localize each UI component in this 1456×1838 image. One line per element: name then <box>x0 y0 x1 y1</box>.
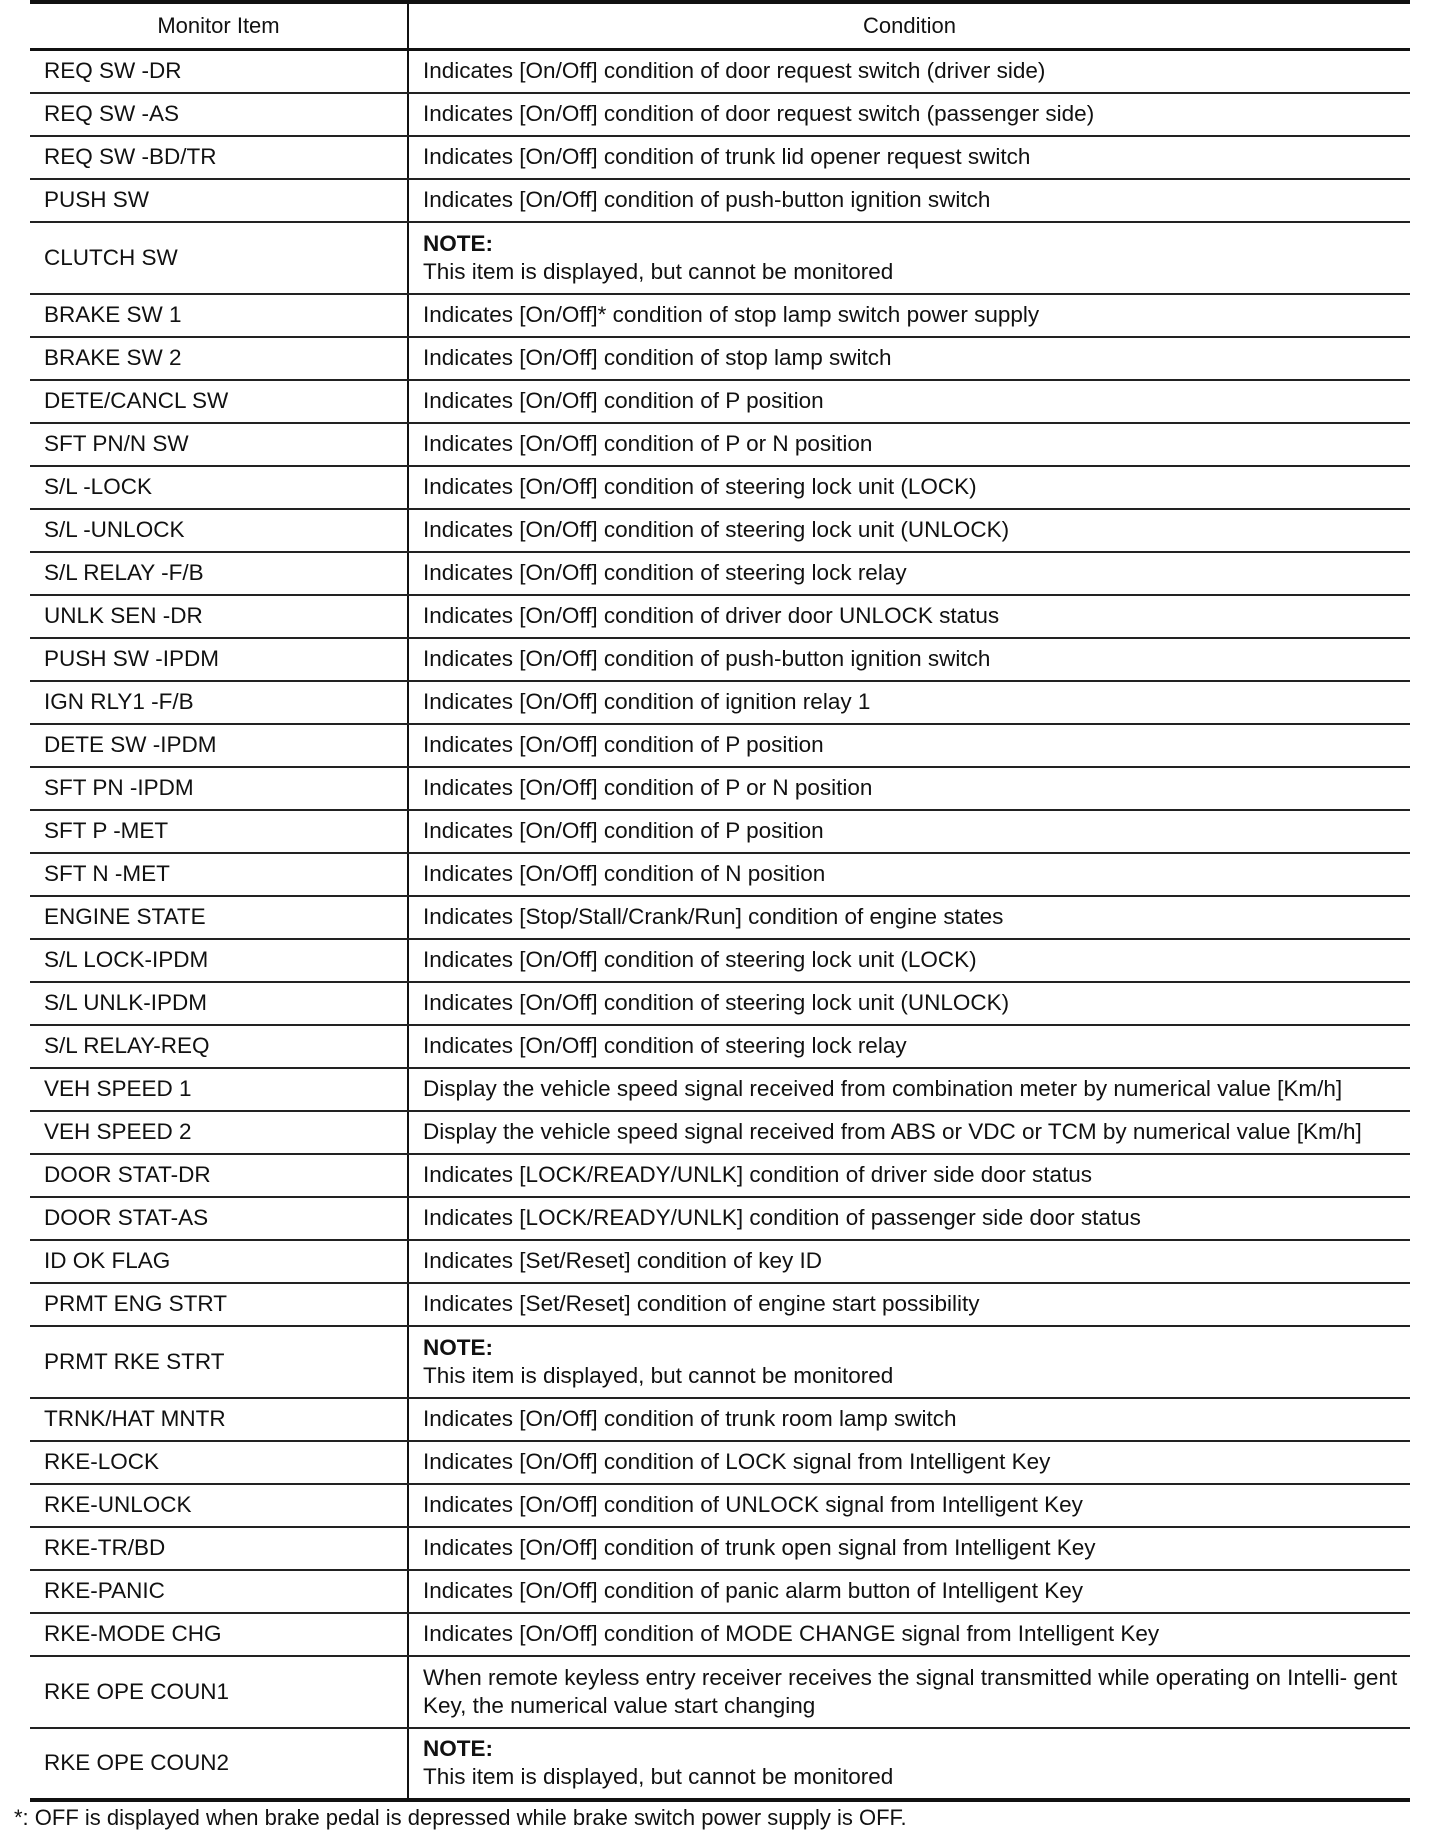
table-row <box>30 1441 1410 1484</box>
table-row <box>30 1484 1410 1527</box>
condition-cell: Display the vehicle speed signal received from combination meter by numerical value [Km/h] <box>408 1068 1410 1111</box>
monitor-item-cell: DOOR STAT-DR <box>30 1154 408 1197</box>
footnote: *: OFF is displayed when brake pedal is depressed while brake switch power supply is OFF. <box>14 1805 907 1830</box>
table-row <box>30 1111 1410 1154</box>
condition-cell: Indicates [On/Off] condition of steering lock unit (UNLOCK) <box>408 509 1410 552</box>
monitor-item-cell: CLUTCH SW <box>30 222 408 294</box>
monitor-item-cell: S/L -LOCK <box>30 466 408 509</box>
table-row <box>30 1728 1410 1800</box>
table-row <box>30 552 1410 595</box>
monitor-item-cell: DOOR STAT-AS <box>30 1197 408 1240</box>
condition-cell: Indicates [Stop/Stall/Crank/Run] condition of engine states <box>408 896 1410 939</box>
condition-cell: Indicates [On/Off] condition of steering lock unit (LOCK) <box>408 466 1410 509</box>
table-row <box>30 1656 1410 1728</box>
table-row <box>30 1197 1410 1240</box>
condition-cell: Indicates [LOCK/READY/UNLK] condition of driver side door status <box>408 1154 1410 1197</box>
monitor-item-cell: VEH SPEED 1 <box>30 1068 408 1111</box>
condition-cell: Indicates [On/Off] condition of steering lock unit (UNLOCK) <box>408 982 1410 1025</box>
monitor-item-cell: REQ SW -BD/TR <box>30 136 408 179</box>
condition-cell <box>408 1326 1410 1398</box>
monitor-item-cell: UNLK SEN -DR <box>30 595 408 638</box>
table-row <box>30 724 1410 767</box>
condition-cell: Indicates [On/Off] condition of trunk open signal from Intelligent Key <box>408 1527 1410 1570</box>
table-row <box>30 1240 1410 1283</box>
monitor-item-cell: PRMT ENG STRT <box>30 1283 408 1326</box>
condition-cell: Indicates [On/Off] condition of stop lamp switch <box>408 337 1410 380</box>
condition-cell: Indicates [On/Off] condition of steering lock unit (LOCK) <box>408 939 1410 982</box>
monitor-item-cell: VEH SPEED 2 <box>30 1111 408 1154</box>
condition-cell <box>408 1728 1410 1800</box>
monitor-item-cell: SFT P -MET <box>30 810 408 853</box>
condition-cell: Indicates [Set/Reset] condition of key ID <box>408 1240 1410 1283</box>
monitor-item-cell: ID OK FLAG <box>30 1240 408 1283</box>
condition-cell: Indicates [On/Off] condition of steering lock relay <box>408 552 1410 595</box>
table-row <box>30 466 1410 509</box>
condition-cell: Indicates [On/Off] condition of ignition relay 1 <box>408 681 1410 724</box>
table-row <box>30 1613 1410 1656</box>
note-label: NOTE: <box>423 1736 493 1761</box>
monitor-item-cell: RKE OPE COUN1 <box>30 1656 408 1728</box>
condition-cell: When remote keyless entry receiver receives the signal transmitted while operating on Intelli- gent Key, the numerical value start changing <box>408 1656 1410 1728</box>
condition-cell: Indicates [Set/Reset] condition of engine start possibility <box>408 1283 1410 1326</box>
condition-text: This item is displayed, but cannot be monitored <box>423 258 894 284</box>
table-row <box>30 1068 1410 1111</box>
condition-cell: Indicates [On/Off] condition of P position <box>408 380 1410 423</box>
monitor-item-cell: DETE/CANCL SW <box>30 380 408 423</box>
condition-cell: Indicates [LOCK/READY/UNLK] condition of passenger side door status <box>408 1197 1410 1240</box>
monitor-item-cell: TRNK/HAT MNTR <box>30 1398 408 1441</box>
condition-cell: Indicates [On/Off] condition of LOCK signal from Intelligent Key <box>408 1441 1410 1484</box>
monitor-item-table <box>30 0 1410 1802</box>
condition-cell: Indicates [On/Off] condition of driver door UNLOCK status <box>408 595 1410 638</box>
monitor-item-cell: S/L RELAY -F/B <box>30 552 408 595</box>
monitor-item-cell: RKE-LOCK <box>30 1441 408 1484</box>
table-row <box>30 939 1410 982</box>
monitor-item-cell: ENGINE STATE <box>30 896 408 939</box>
monitor-item-cell: IGN RLY1 -F/B <box>30 681 408 724</box>
monitor-item-cell: REQ SW -DR <box>30 50 408 93</box>
monitor-item-cell: SFT PN/N SW <box>30 423 408 466</box>
monitor-item-cell: S/L RELAY-REQ <box>30 1025 408 1068</box>
table-row <box>30 93 1410 136</box>
table-row <box>30 1154 1410 1197</box>
table-row <box>30 1025 1410 1068</box>
condition-cell: Indicates [On/Off] condition of P or N position <box>408 767 1410 810</box>
table-row <box>30 380 1410 423</box>
monitor-item-table-container <box>30 0 1410 1802</box>
table-row <box>30 136 1410 179</box>
monitor-item-cell: PUSH SW -IPDM <box>30 638 408 681</box>
monitor-item-cell: RKE-TR/BD <box>30 1527 408 1570</box>
table-row <box>30 509 1410 552</box>
table-row <box>30 767 1410 810</box>
condition-cell: Indicates [On/Off]* condition of stop lamp switch power supply <box>408 294 1410 337</box>
condition-cell: Indicates [On/Off] condition of MODE CHANGE signal from Intelligent Key <box>408 1613 1410 1656</box>
monitor-item-cell: RKE OPE COUN2 <box>30 1728 408 1800</box>
condition-cell <box>408 222 1410 294</box>
monitor-item-cell: PRMT RKE STRT <box>30 1326 408 1398</box>
monitor-item-cell: RKE-MODE CHG <box>30 1613 408 1656</box>
monitor-item-cell: BRAKE SW 2 <box>30 337 408 380</box>
table-row <box>30 982 1410 1025</box>
condition-cell: Indicates [On/Off] condition of UNLOCK signal from Intelligent Key <box>408 1484 1410 1527</box>
condition-cell: Indicates [On/Off] condition of door request switch (driver side) <box>408 50 1410 93</box>
table-row <box>30 423 1410 466</box>
monitor-item-cell: S/L -UNLOCK <box>30 509 408 552</box>
table-row <box>30 810 1410 853</box>
monitor-item-cell: PUSH SW <box>30 179 408 222</box>
table-row <box>30 853 1410 896</box>
condition-cell: Indicates [On/Off] condition of P or N position <box>408 423 1410 466</box>
monitor-item-cell: SFT PN -IPDM <box>30 767 408 810</box>
note-label: NOTE: <box>423 1334 493 1360</box>
header-condition: Condition <box>408 2 1410 50</box>
table-row <box>30 50 1410 93</box>
table-row <box>30 1326 1410 1398</box>
table-row <box>30 896 1410 939</box>
monitor-item-cell: SFT N -MET <box>30 853 408 896</box>
condition-cell: Indicates [On/Off] condition of P position <box>408 810 1410 853</box>
table-row <box>30 681 1410 724</box>
condition-cell: Indicates [On/Off] condition of N position <box>408 853 1410 896</box>
condition-cell: Indicates [On/Off] condition of push-button ignition switch <box>408 638 1410 681</box>
condition-cell: Indicates [On/Off] condition of panic alarm button of Intelligent Key <box>408 1570 1410 1613</box>
table-row <box>30 1527 1410 1570</box>
monitor-item-cell: RKE-UNLOCK <box>30 1484 408 1527</box>
monitor-item-cell: S/L UNLK-IPDM <box>30 982 408 1025</box>
condition-cell: Indicates [On/Off] condition of P position <box>408 724 1410 767</box>
table-row <box>30 294 1410 337</box>
condition-cell: Indicates [On/Off] condition of door request switch (passenger side) <box>408 93 1410 136</box>
condition-cell: Indicates [On/Off] condition of trunk lid opener request switch <box>408 136 1410 179</box>
condition-cell: Indicates [On/Off] condition of steering lock relay <box>408 1025 1410 1068</box>
monitor-item-cell: DETE SW -IPDM <box>30 724 408 767</box>
monitor-item-cell: S/L LOCK-IPDM <box>30 939 408 982</box>
table-row <box>30 638 1410 681</box>
monitor-item-cell: BRAKE SW 1 <box>30 294 408 337</box>
table-row <box>30 222 1410 294</box>
condition-text: This item is displayed, but cannot be monitored <box>423 1764 894 1789</box>
table-row <box>30 1283 1410 1326</box>
note-label: NOTE: <box>423 230 493 256</box>
table-body <box>30 50 1410 1800</box>
condition-cell: Indicates [On/Off] condition of trunk room lamp switch <box>408 1398 1410 1441</box>
monitor-item-cell: RKE-PANIC <box>30 1570 408 1613</box>
condition-cell: Display the vehicle speed signal received from ABS or VDC or TCM by numerical value [Km/h] <box>408 1111 1410 1154</box>
table-row <box>30 1570 1410 1613</box>
table-row <box>30 337 1410 380</box>
table-row <box>30 1398 1410 1441</box>
monitor-item-cell: REQ SW -AS <box>30 93 408 136</box>
table-header-row <box>30 2 1410 50</box>
condition-text: This item is displayed, but cannot be monitored <box>423 1362 894 1388</box>
condition-cell: Indicates [On/Off] condition of push-button ignition switch <box>408 179 1410 222</box>
table-row <box>30 179 1410 222</box>
table-row <box>30 595 1410 638</box>
header-monitor-item: Monitor Item <box>30 2 408 50</box>
